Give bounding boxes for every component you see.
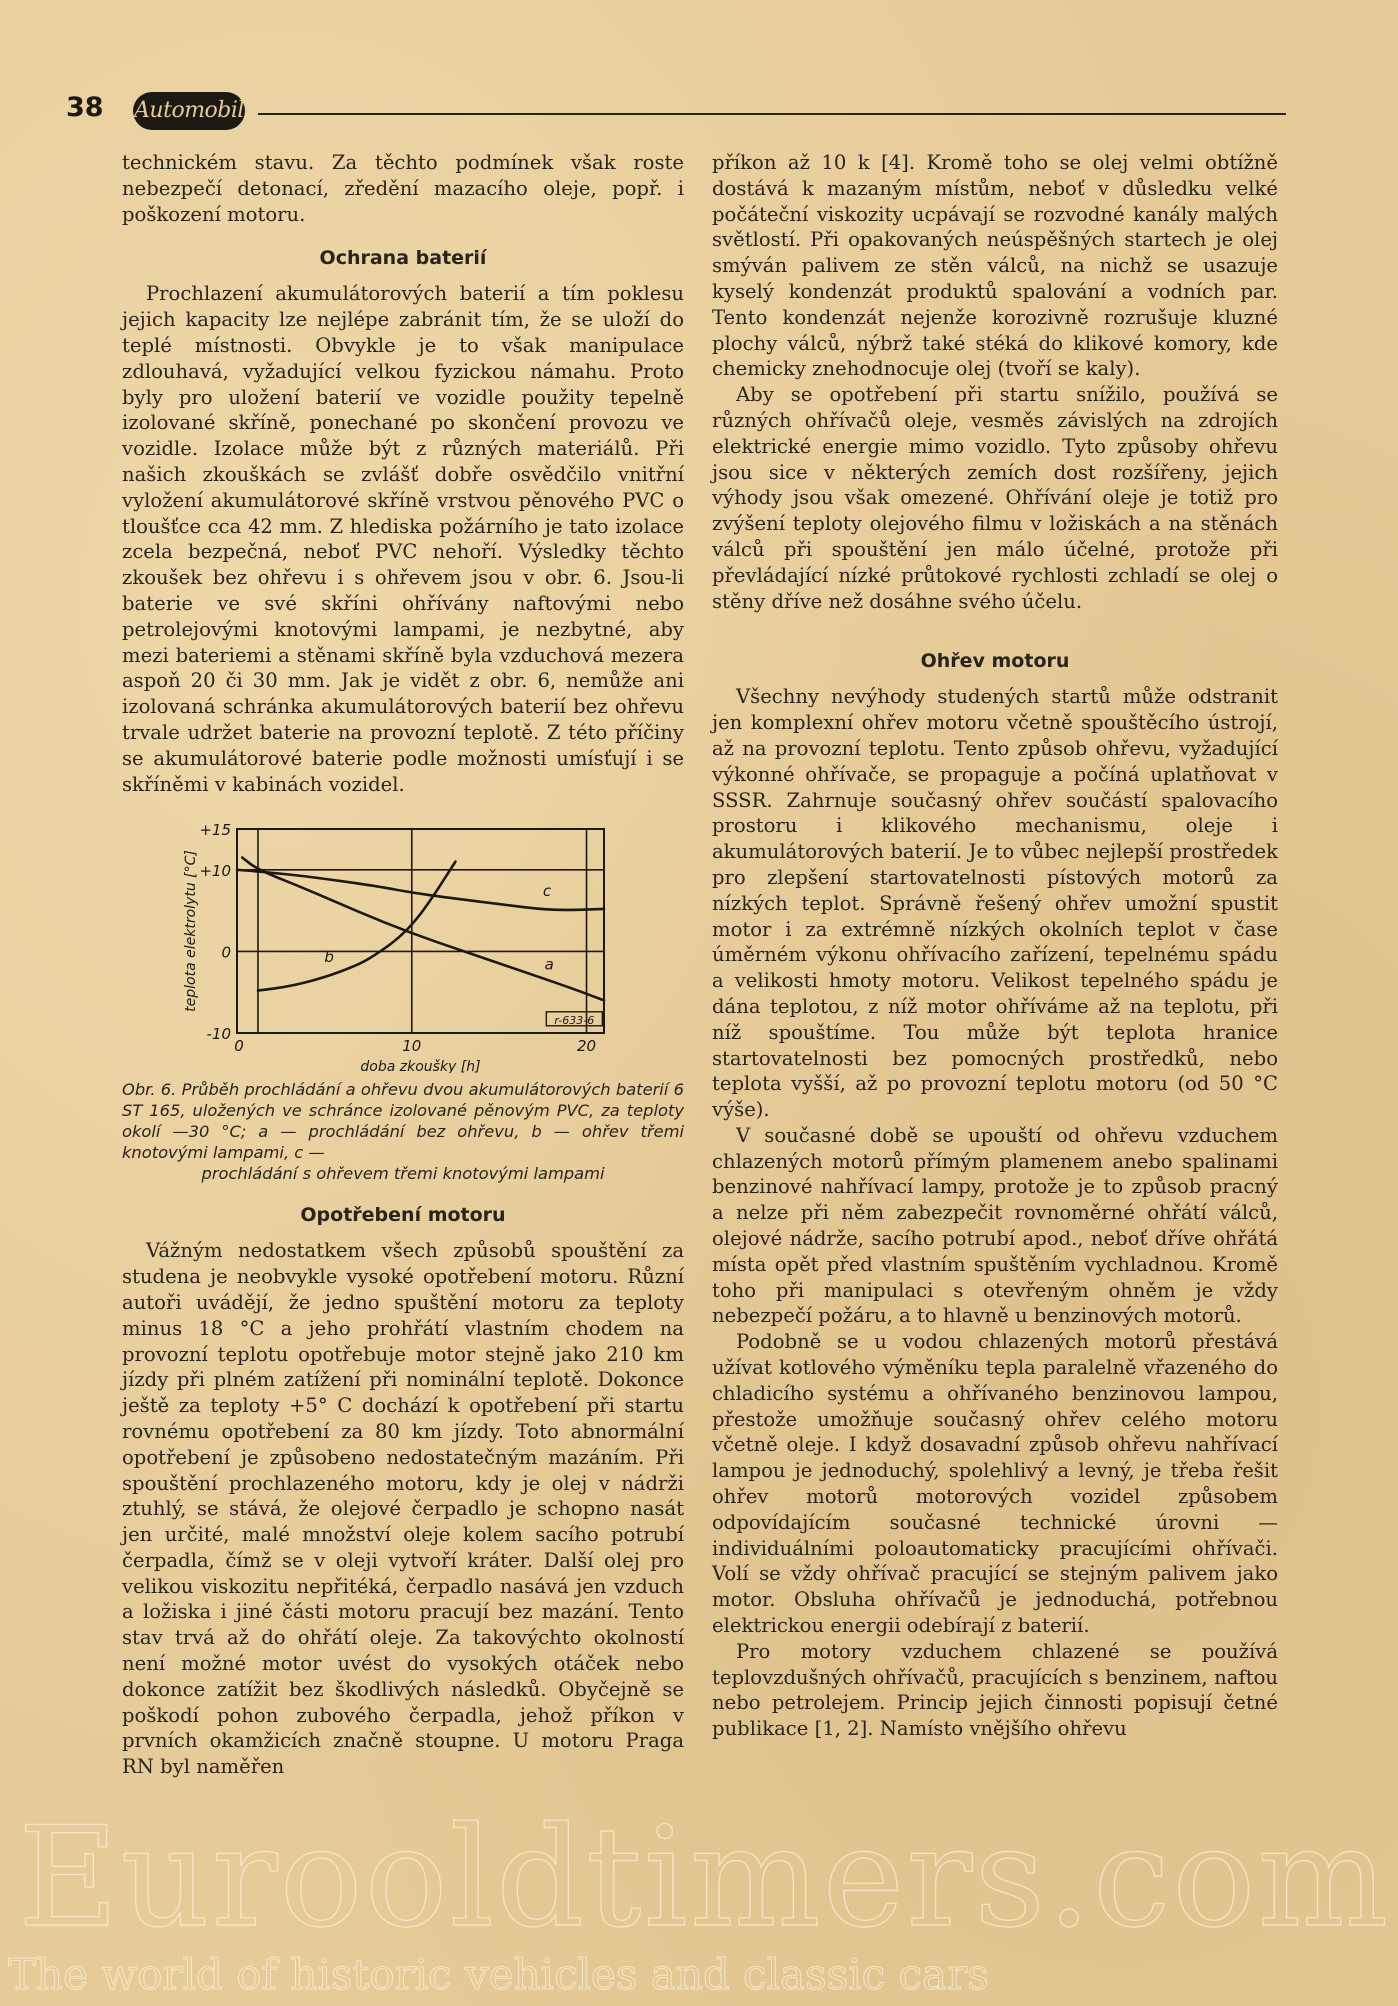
plot-frame (237, 829, 604, 1033)
engine-heating-paragraph-3: Podobně se u vodou chlazených motorů přestává užívat kotlového výměníku tepla paralelně vřazeného do chladicího systému a ohřívaného benzinovou lampou, přestože umožňuje současný ohřev celého motoru včetně oleje. I když dosavadní způsob ohřevu nahřívací lampou je jednoduchý, spolehlivý a levný, je třeba řešit ohřev motorů motorových vozidel způsobem odpovídajícím současné technické úrovni — individuálními poloautomaticky pracujícími ohřívači. Volí se vždy ohřívač pracující se stejným palivem jako motor. Obsluha ohřívačů je jednoduchá, potřebnou elektrickou energii odebírají z baterií. (712, 1330, 1278, 1638)
engine-heating-paragraph-2: V současné době se upouští od ohřevu vzduchem chlazených motorů přímým plamenem anebo spalinami benzinové nahřívací lampy, protože je to způsob pracný a nelze při něm zabezpečit rovnoměrné ohřátí válců, olejové nádrže, sacího potrubí apod., neboť dříve ohřátá místa opět před vlastním spuštěním vychladnou. Kromě toho při manipulaci s otevřeným ohněm je vždy nebezpečí požáru, a to hlavně u benzinových motorů. (712, 1123, 1278, 1328)
watermark-tagline: The world of historic vehicles and classic cars (8, 1950, 989, 1999)
y-tick-label: -10 (206, 1025, 231, 1044)
left-column (122, 150, 684, 1780)
y-tick-label: +15 (199, 821, 231, 840)
figure-code: r-633-6 (554, 1014, 595, 1028)
continued-paragraph: příkon až 10 k [4]. Kromě toho se olej velmi obtížně dostává k mazaným místům, neboť v důsledku velké počáteční viskozity ucpávají se rozvodné kanály malých světlostí. Při opakovaných neúspěšných startech je olej smýván palivem ze stěn válců, na nichž se usazuje kyselý kondenzát produktů spalování a vodních par. Tento kondenzát nejenže korozivně rozrušuje kluzné plochy válců, nýbrž také stéká do klikové komory, kde chemicky znehodnocuje olej (tvoří se kaly). (712, 151, 1278, 381)
caption-last-line: prochládání s ohřevem třemi knotovými lampami (201, 1164, 605, 1184)
battery-protection-paragraph: Prochlazení akumulátorových baterií a tím poklesu jejich kapacity lze nejlépe zabránit tím, že se uloží do teplé místnosti. Obvykle je to však manipulace zdlouhavá, vyžadující velkou fyzickou námahu. Proto byly pro uložení baterií ve vozidle použity tepelně izolované skříně, ponechané po skončení provozu ve vozidle. Izolace může být z různých materiálů. Při našich zkouškách se zvlášť dobře osvědčilo vnitřní vyložení akumulátorové skříně vrstvou pěnového PVC o tloušťce cca 42 mm. Z hlediska požárního je tato izolace zcela bezpečná, neboť PVC nehoří. Výsledky těchto zkoušek bez ohřevu i s ohřevem jsou v obr. 6. Jsou-li baterie ve své skříni ohřívány naftovými nebo petrolejovými knotovými lampami, je nezbytné, aby mezi bateriemi a stěnami skříně byla vzduchová mezera aspoň 20 či 30 mm. Jak je vidět z obr. 6, nemůže ani izolovaná schránka akumulátorových baterií bez ohřevu trvale udržet baterie na provozní teplotě. Z této příčiny se akumulátorové baterie podle možnosti umísťují i se skříněmi v kabinách vozidel. (122, 282, 684, 796)
x-axis-label: doba zkoušky [h] (360, 1059, 481, 1074)
engine-heating-paragraph-4: Pro motory vzduchem chlazené se používá teplovzdušných ohřívačů, pracujících s benzinem, naftou nebo petrolejem. Princip jejich činnosti popisují četné publikace [1, 2]. Namísto vnějšího ohřevu (712, 1639, 1278, 1741)
right-column (712, 150, 1278, 1742)
series-label-a: a (544, 955, 554, 974)
engine-heating-paragraph-1: Všechny nevýhody studených startů může odstranit jen komplexní ohřev motoru včetně spouštěcího ústrojí, až na provozní teplotu. Tento způsob ohřevu, vyžadující výkonné ohřívače, se propaguje a počíná uplatňovat v SSSR. Zahrnuje současný ohřev součástí spalovacího prostoru i klikového mechanismu, oleje i akumulátorových baterií. Je to vůbec nejlepší prostředek pro zlepšení startovatelnosti pístových motorů za nízkých teplot. Správně řešený ohřev umožní spustit motor i za extrémně nízkých okolních teplot v čase úměrném výkonu ohřívacího zařízení, tepelnému spádu a velikosti hmoty motoru. Velikost tepelného spádu je dána teplotou, z níž motor ohříváme až na teplotu, při níž spouštíme. Tou může být teplota hranice startovatelnosti bez pomocných prostředků, nebo teplota vyšší, až po provozní teplotu motoru (od 50 °C výše). (712, 685, 1278, 1122)
magazine-logo: Automobil (133, 92, 245, 130)
engine-wear-paragraph: Vážným nedostatkem všech způsobů spouštění za studena je neobvykle vysoké opotřebení motoru. Různí autoři uvádějí, že jedno spuštění motoru za teploty minus 18 °C a jeho prohřátí vlastním chodem na provozní teplotu opotřebuje motor stejně jako 210 km jízdy při plném zatížení při nominální teplotě. Dokonce ještě za teploty +5° C dochází k opotřebení při startu rovnému opotřebení za 80 km jízdy. Toto abnormální opotřebení je způsobeno nedostatečným mazáním. Při spouštění prochlazeného motoru, kdy je olej v nádrži ztuhlý, se stává, že olejové čerpadlo je schopno nasát jen určité, malé množství oleje kolem sacího potrubí čerpadla, čímž se v oleji vytvoří kráter. Další olej pro velikou viskozitu nepřitéká, čerpadlo nasává jen vzduch a ložiska i jiné části motoru pracují bez mazání. Tento stav trvá až do ohřátí oleje. Za takovýchto okolností není možné motor uvést do vysokých otáček nebo dokonce zatížit bez škodlivých následků. Obyčejně se poškodí pohon zubového čerpadla, jehož příkon v prvních okamžicích značně stoupne. U motoru Praga RN byl naměřen (122, 1239, 684, 1779)
x-tick-label: 0 (234, 1037, 244, 1056)
oil-heaters-paragraph: Aby se opotřebení při startu snížilo, používá se různých ohřívačů oleje, vesměs závislých na zdrojích elektrické energie mimo vozidlo. Tyto způsoby ohřevu jsou sice v některých zemích dost rozšířeny, jejich výhody jsou však omezené. Ohřívání oleje je totiž pro zvýšení teploty olejového filmu v ložiskách a na stěnách válců při spouštění jen málo účelné, protože při převládající nízké průtokové rychlosti zchladí se olej o stěny dříve než dosáhne svého účelu. (712, 383, 1278, 613)
x-tick-label: 20 (576, 1037, 597, 1056)
y-axis-label: teplota elektrolytu [°C] (183, 850, 199, 1013)
page-number: 38 (66, 92, 104, 123)
watermark-logo: Eurooldtimers.com (18, 1797, 1391, 1958)
header-rule (258, 113, 1286, 115)
y-tick-label: 0 (221, 943, 231, 962)
series-label-b: b (324, 948, 334, 967)
series-label-c: c (542, 882, 552, 901)
line-chart (122, 811, 684, 1073)
figure-6-chart (122, 811, 684, 1073)
x-tick-label: 10 (402, 1037, 422, 1056)
y-tick-label: +10 (199, 862, 231, 881)
section-heading-battery-protection: Ochrana baterií (319, 247, 487, 270)
section-heading-engine-wear: Opotřebení motoru (300, 1204, 506, 1227)
figure-caption (122, 1079, 684, 1184)
section-heading-engine-heating: Ohřev motoru (920, 650, 1070, 673)
caption-main: Obr. 6. Průběh prochládání a ohřevu dvou akumulátorových baterií 6 ST 165, uložených ve schránce izolované pěnovým PVC, za teploty okolí —30 °C; a — prochládání bez ohřevu, b — ohřev třemi knotovými lampami, c — (122, 1080, 684, 1163)
series-line-a (242, 858, 604, 1001)
intro-paragraph: technickém stavu. Za těchto podmínek však roste nebezpečí detonací, zředění mazacího oleje, popř. i poškození motoru. (122, 151, 684, 226)
